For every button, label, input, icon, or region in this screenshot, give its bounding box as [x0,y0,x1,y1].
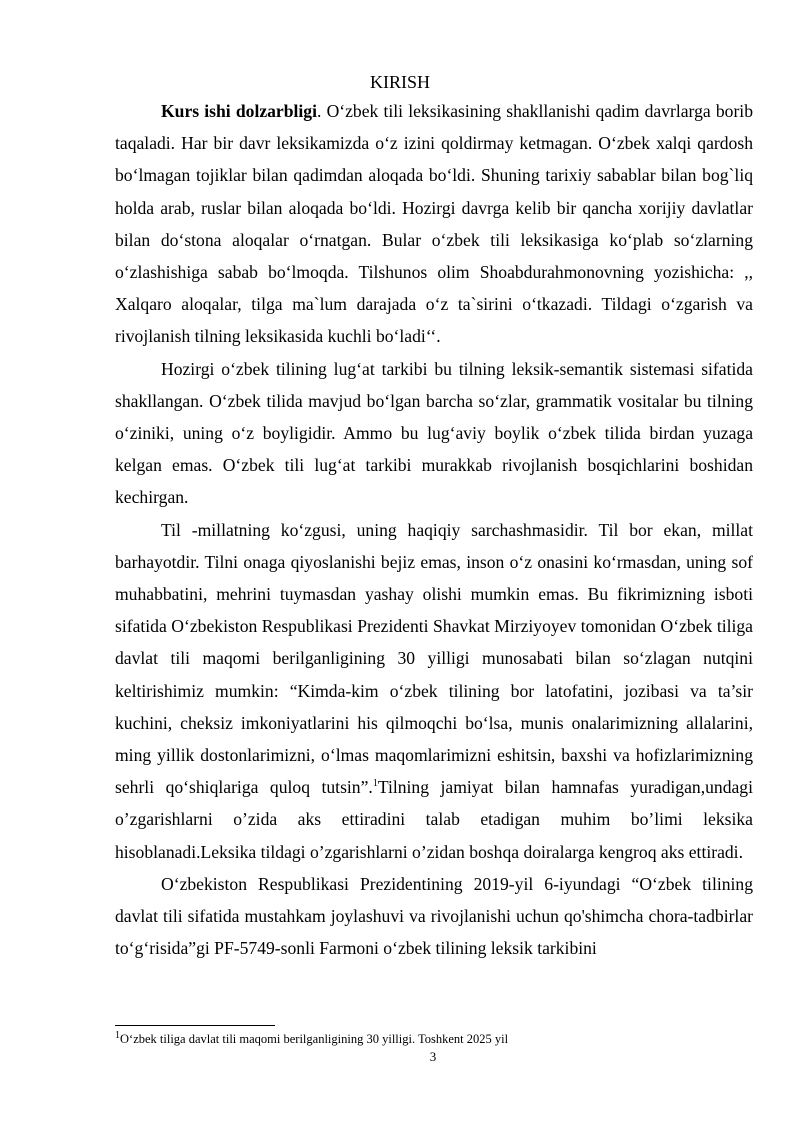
paragraph-lead: Kurs ishi dolzarbligi [161,101,317,121]
paragraph-text: Til -millatning ko‘zgusi, uning haqiqiy sarchashmasidir. Til bor ekan, millat barhayotdir. Tilni onaga qiyoslanishi bejiz emas, inson o‘z onasini ko‘rmasdan, uning sof muhabbatini, mehrini tuymasdan yashay olishi mumkin emas. Bu fikrimizning isboti sifatida O‘zbekiston Respublikasi Prezidenti Shavkat Mirziyoyev tomonidan O‘zbek tiliga davlat tili maqomi berilganligining 30 yilligi munosabati bilan so‘zlagan nutqini keltirishimiz mumkin: “Kimda-kim o‘zbek tilining bor latofatini, jozibasi va ta’sir kuchini, cheksiz imkoniyatlarini his qilmoqchi bo‘lsa, munis onalarimizning allalarini, ming yillik dostonlarimizni, o‘lmas maqomlarimizni eshitsin, baxshi va hofizlarimizning sehrli qo‘shiqlariga quloq tutsin”. [115,519,753,798]
paragraph-text: O‘zbekiston Respublikasi Prezidentining 2019-yil 6-iyundagi “O‘zbek tilining davlat tili sifatida mustahkam joylashuvi va rivojlanishi uchun qo'shimcha chora-tadbirlar to‘g‘risida”gi PF-5749-sonli Farmoni o‘zbek tilining leksik tarkibini [115,873,753,959]
footnote-marker: 1 [115,1029,120,1041]
page-title: KIRISH [369,72,430,92]
paragraph-relevance [115,95,753,353]
paragraph-text: . O‘zbek tili leksikasining shakllanishi qadim davrlarga borib taqaladi. Har bir davr leksikamizda o‘z izini qoldirmay ketmagan. O‘zbek xalqi qardosh bo‘lmagan tojiklar bilan qadimdan aloqada bo‘ldi. Shuning tarixiy sabablar bilan bog`liq holda arab, ruslar bilan aloqada bo‘ldi. Hozirgi davrga kelib bir qancha xorijiy davlatlar bilan do‘stona aloqalar o‘rnatgan. Bular o‘zbek tili leksikasiga ko‘plab so‘zlarning o‘zlashishiga sabab bo‘lmoqda. Tilshunos olim Shoabdurahmonovning yozishicha: ,, Xalqaro aloqalar, tilga ma`lum darajada o‘z ta`sirini o‘tkazadi. Tildagi o‘zgarish va rivojlanish tilning leksikasida kuchli bo‘ladi‘‘. [115,101,753,347]
paragraph-lexicon [115,353,753,514]
paragraph-language-nation [115,514,753,868]
footnote-separator [115,1025,275,1026]
footnote-reference[interactable]: 1 [372,778,378,790]
page-number: 3 [429,1049,437,1064]
paragraph-text-continued: Tilning jamiyat bilan hamnafas yuradigan,undagi o’zgarishlarni o’zida aks ettiradini talab etadigan muhim bo’limi leksika hisoblanadi.Leksika tildagi o’zgarishlarni o’zidan boshqa doiralarga kengroq aks ettiradi. [115,777,753,862]
paragraph-decree [115,868,753,965]
paragraph-text: Hozirgi o‘zbek tilining lug‘at tarkibi bu tilning leksik-semantik sistemasi sifatida shakllangan. O‘zbek tilida mavjud bo‘lgan barcha so‘zlar, grammatik vositalar bu tilning o‘ziniki, uning o‘z boyligidir. Ammo bu lug‘aviy boylik o‘zbek tilida birdan yuzaga kelgan emas. O‘zbek tili lug‘at tarkibi murakkab rivojlanish bosqichlarini boshidan kechirgan. [115,358,753,508]
footnote-text: O‘zbek tiliga davlat tili maqomi berilganligining 30 yilligi. Toshkent 2025 yil [120,1032,509,1046]
body-text [115,95,753,964]
footnote [115,1031,755,1047]
